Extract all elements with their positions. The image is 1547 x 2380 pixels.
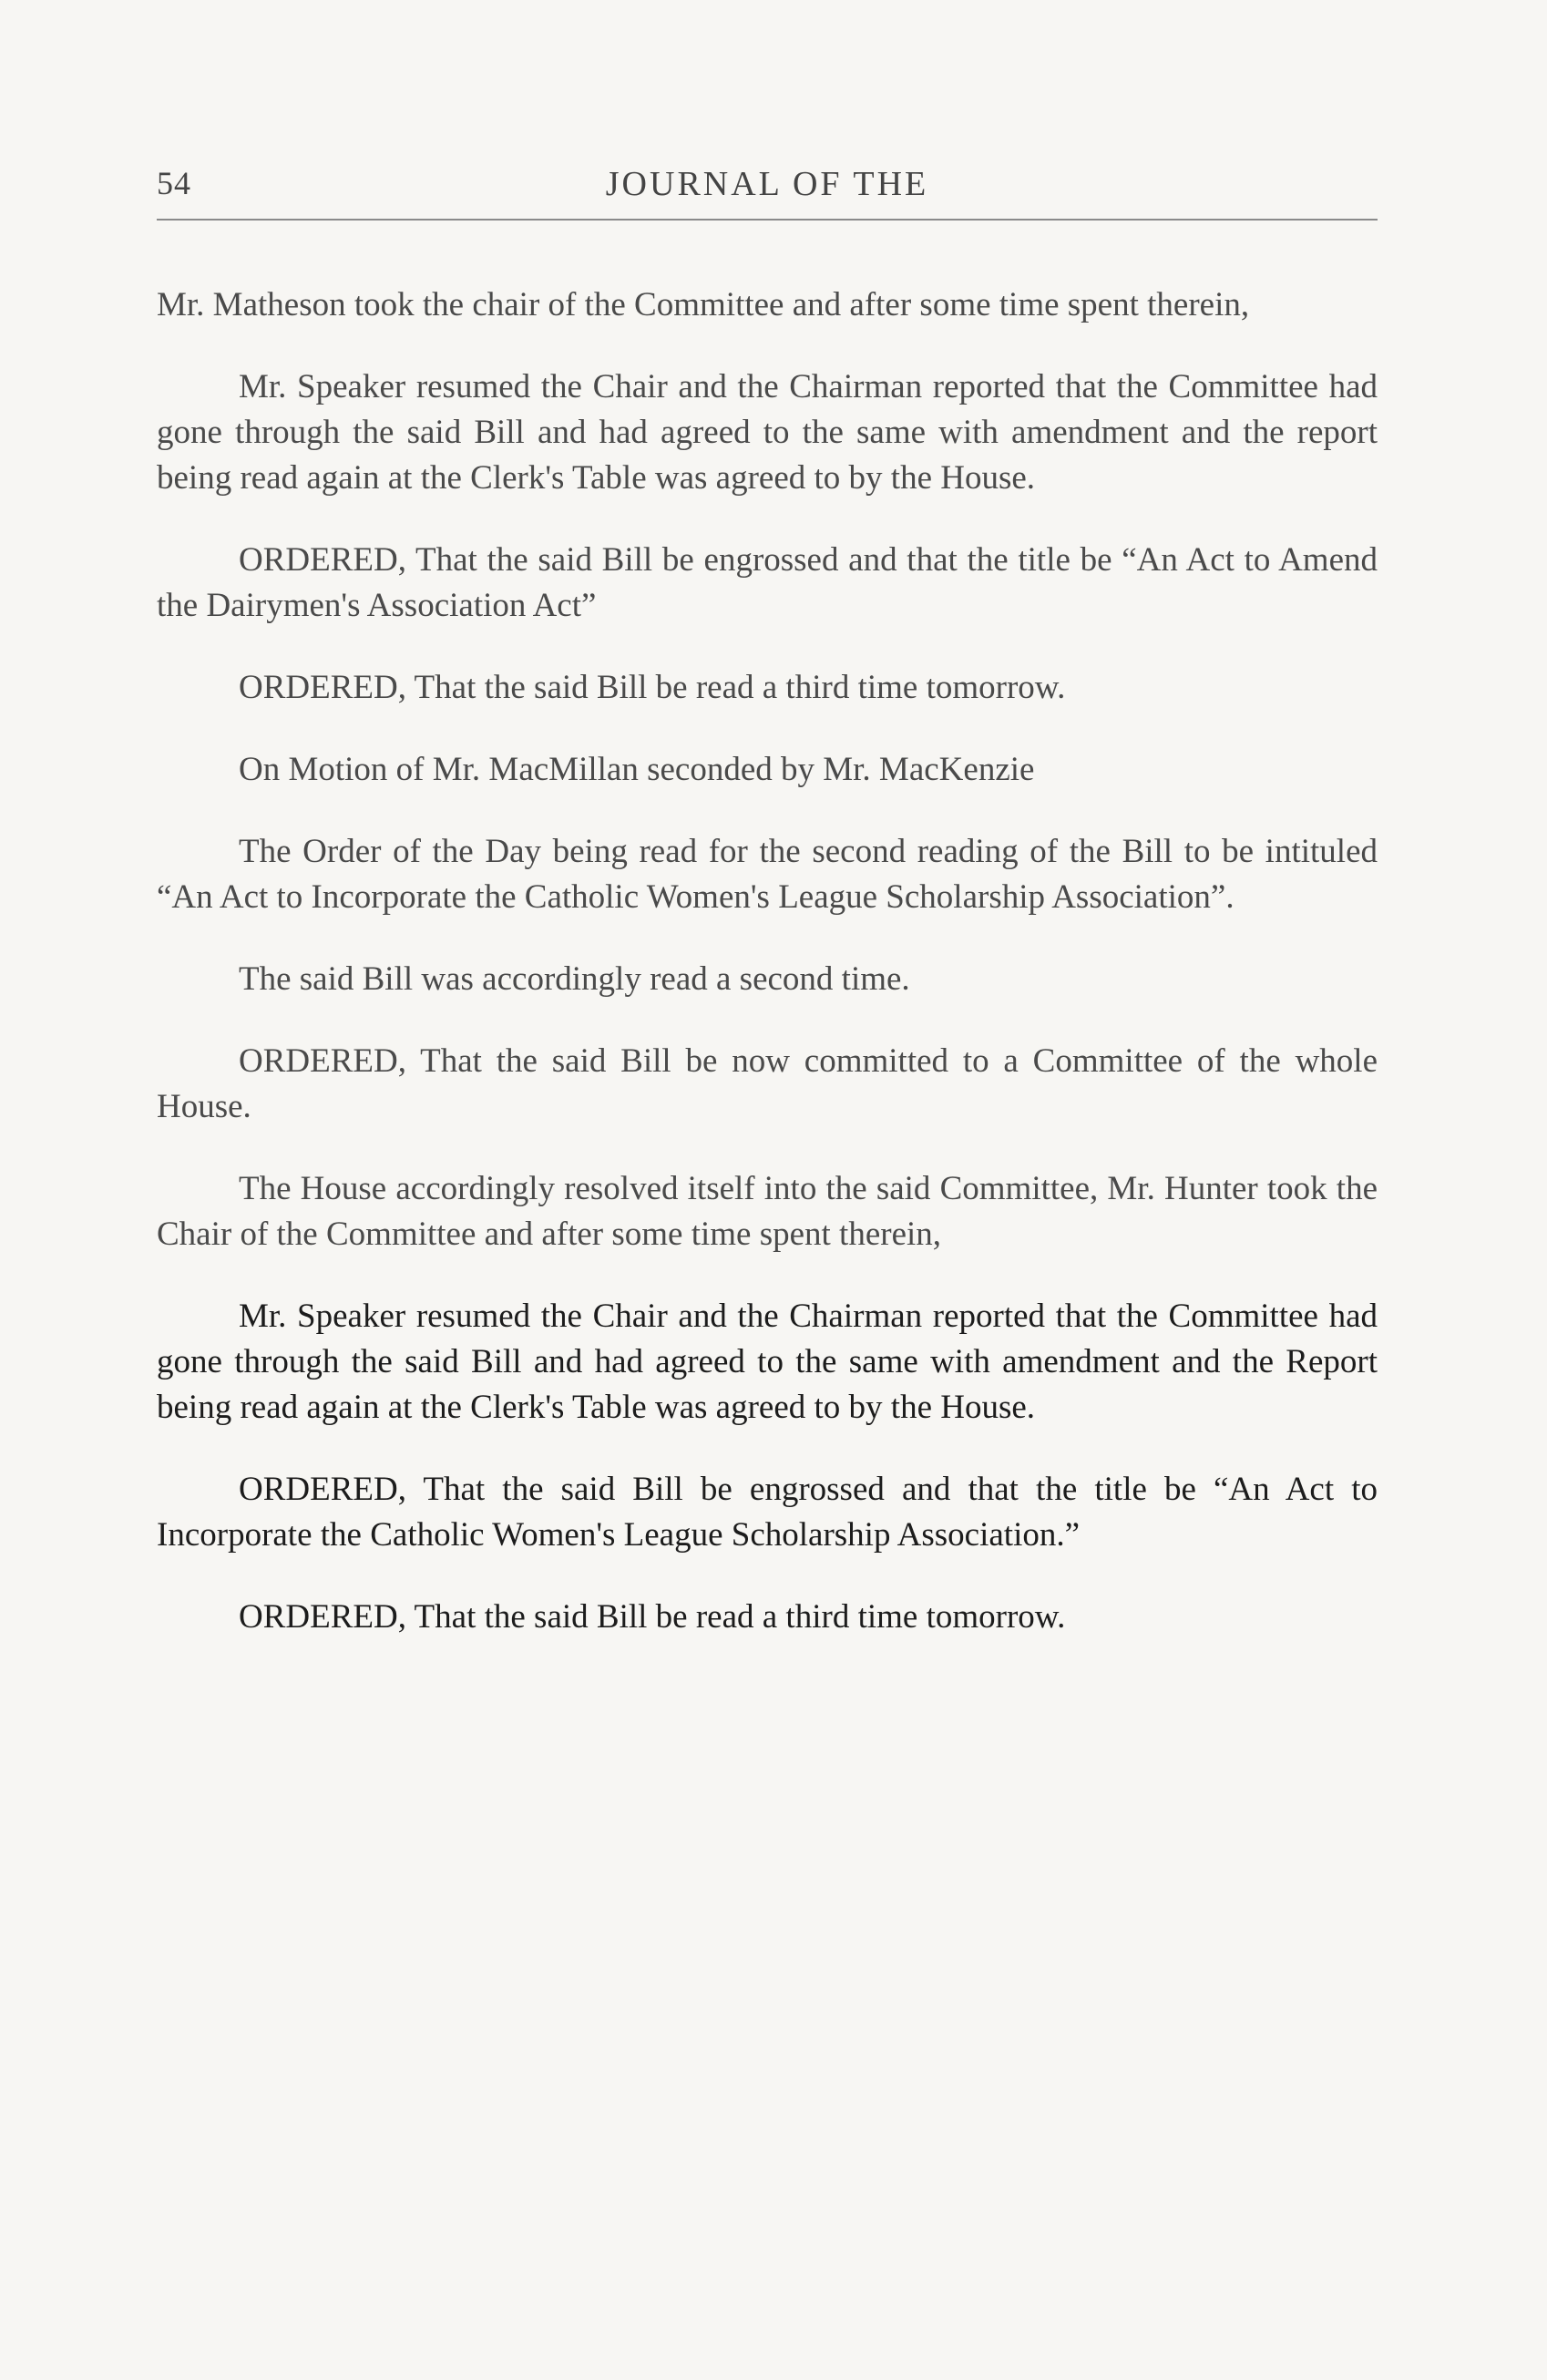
paragraph-ordered-engrossed: ORDERED, That the said Bill be engrossed and that the title be “An Act to Amend the Dairymen's Association Act” bbox=[157, 541, 1378, 624]
page-header bbox=[157, 164, 1378, 219]
paragraph-motion: On Motion of Mr. MacMillan seconded by Mr. MacKenzie bbox=[239, 751, 1035, 788]
page-body bbox=[157, 282, 1378, 1640]
running-title: JOURNAL OF THE bbox=[605, 165, 929, 203]
page-number: 54 bbox=[157, 165, 191, 201]
paragraph-speaker-resumed-2: Mr. Speaker resumed the Chair and the Chairman reported that the Committee had gone through the said Bill and had agreed to the same with amendment and the Report being read again at the Clerk's Table was agreed to by the House. bbox=[157, 1298, 1378, 1426]
paragraph-ordered-committed: ORDERED, That the said Bill be now committed to a Committee of the whole House. bbox=[157, 1042, 1378, 1125]
paragraph-house-resolved: The House accordingly resolved itself into the said Committee, Mr. Hunter took the Chair of the Committee and after some time spent therein, bbox=[157, 1170, 1378, 1253]
paragraph-ordered-engrossed-2: ORDERED, That the said Bill be engrossed and that the title be “An Act to Incorporate the Catholic Women's League Scholarship Association.” bbox=[157, 1471, 1378, 1554]
paragraph-second-reading: The said Bill was accordingly read a second time. bbox=[239, 960, 910, 998]
paragraph-order-of-day: The Order of the Day being read for the second reading of the Bill to be intituled “An Act to Incorporate the Catholic Women's League Scholarship Association”. bbox=[157, 833, 1378, 916]
paragraph-ordered-third-reading: ORDERED, That the said Bill be read a third time tomorrow. bbox=[239, 669, 1066, 706]
paragraph-ordered-third-reading-2: ORDERED, That the said Bill be read a third time tomorrow. bbox=[239, 1598, 1066, 1636]
header-rule bbox=[157, 219, 1378, 221]
paragraph-committee-chair: Mr. Matheson took the chair of the Committee and after some time spent therein, bbox=[157, 286, 1250, 323]
paragraph-speaker-resumed: Mr. Speaker resumed the Chair and the Chairman reported that the Committee had gone through the said Bill and had agreed to the same with amendment and the report being read again at the Clerk's Table was agreed to by the House. bbox=[157, 368, 1378, 497]
